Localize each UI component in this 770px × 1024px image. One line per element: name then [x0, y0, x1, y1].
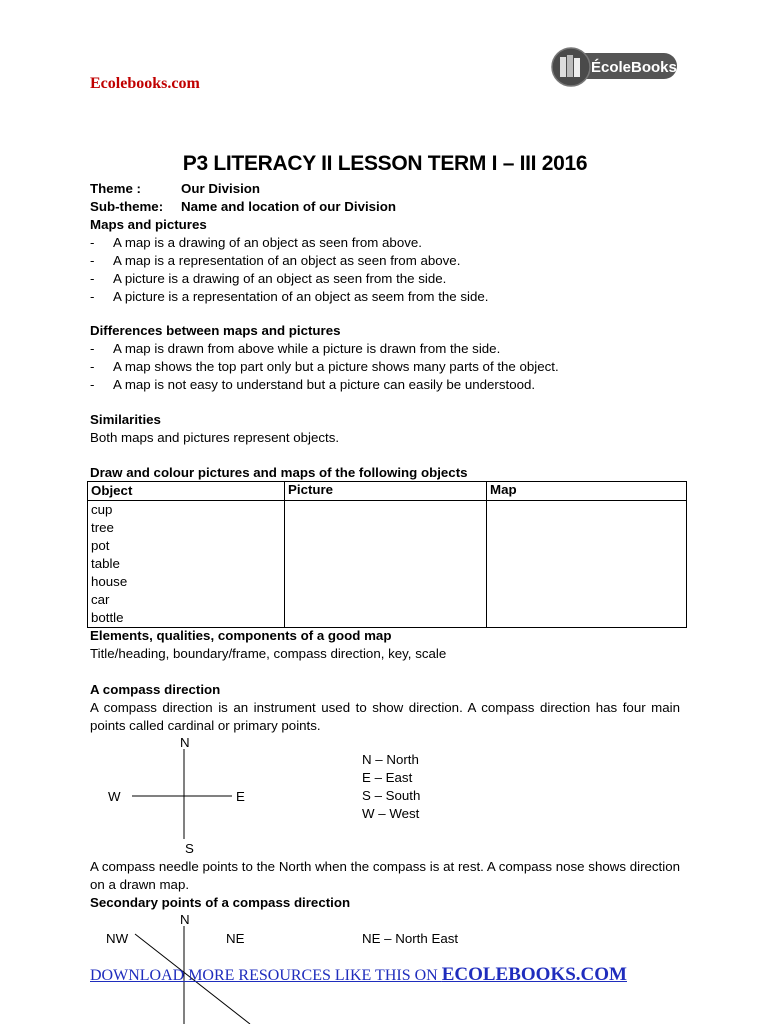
elements-text: Title/heading, boundary/frame, compass direction, key, scale [90, 646, 447, 661]
site-link[interactable]: Ecolebooks.com [90, 75, 200, 92]
picture-cell [285, 501, 487, 628]
compass-n-label: N [180, 735, 190, 750]
differences-heading: Differences between maps and pictures [90, 323, 341, 338]
object-item: tree [91, 520, 114, 535]
column-header-picture: Picture [285, 482, 487, 501]
legend-item: W – West [362, 806, 420, 821]
draw-table-heading: Draw and colour pictures and maps of the following objects [90, 465, 468, 480]
object-item: house [91, 574, 128, 589]
compass-w-label: W [108, 789, 121, 804]
secondary-ne-label: NE [226, 931, 245, 946]
object-item: cup [91, 502, 113, 517]
legend-item: E – East [362, 770, 413, 785]
elements-heading: Elements, qualities, components of a good map [90, 628, 392, 643]
compass-e-label: E [236, 789, 245, 804]
column-header-object: Object [88, 482, 285, 501]
footer-text: DOWNLOAD MORE RESOURCES LIKE THIS ON [90, 967, 442, 984]
object-cell [88, 501, 285, 628]
object-item: bottle [91, 610, 124, 625]
secondary-ne-legend: NE – North East [362, 931, 459, 946]
subtheme-value: Name and location of our Division [181, 199, 396, 214]
legend-item: N – North [362, 752, 419, 767]
maps-pictures-heading: Maps and pictures [90, 217, 207, 232]
secondary-nw-label: NW [106, 931, 129, 946]
needle-text: A compass needle points to the North when the compass is at rest. A compass nose shows direction on a drawn map. [90, 859, 680, 892]
page-title: P3 LITERACY II LESSON TERM I – III 2016 [182, 152, 588, 175]
footer-download-link[interactable] [90, 964, 627, 986]
similarities-heading: Similarities [90, 412, 161, 427]
compass-s-label: S [185, 841, 194, 856]
logo-graphic [551, 47, 679, 87]
table-header-row [88, 482, 687, 501]
ecolebooks-logo [551, 47, 679, 87]
compass-diagram [100, 734, 260, 858]
legend-item: S – South [362, 788, 421, 803]
secondary-n-label: N [180, 912, 190, 927]
secondary-heading: Secondary points of a compass direction [90, 895, 351, 910]
logo-text: ÉcoleBooks [591, 59, 677, 76]
objects-table [87, 481, 687, 628]
compass-text: A compass direction is an instrument used to show direction. A compass direction has four main points called cardinal or primary points. [90, 700, 680, 733]
object-item: table [91, 556, 120, 571]
compass-legend [362, 751, 482, 823]
table-row [88, 501, 687, 628]
subtheme-label: Sub-theme: [90, 199, 164, 214]
theme-label: Theme : [90, 181, 141, 196]
compass-heading: A compass direction [90, 682, 221, 697]
object-item: car [91, 592, 110, 607]
similarities-text: Both maps and pictures represent objects. [90, 430, 340, 445]
theme-value: Our Division [181, 181, 261, 196]
footer-brand: ECOLEBOOKS.COM [441, 964, 627, 985]
object-item: pot [91, 538, 110, 553]
column-header-map: Map [487, 482, 687, 501]
map-cell [487, 501, 687, 628]
